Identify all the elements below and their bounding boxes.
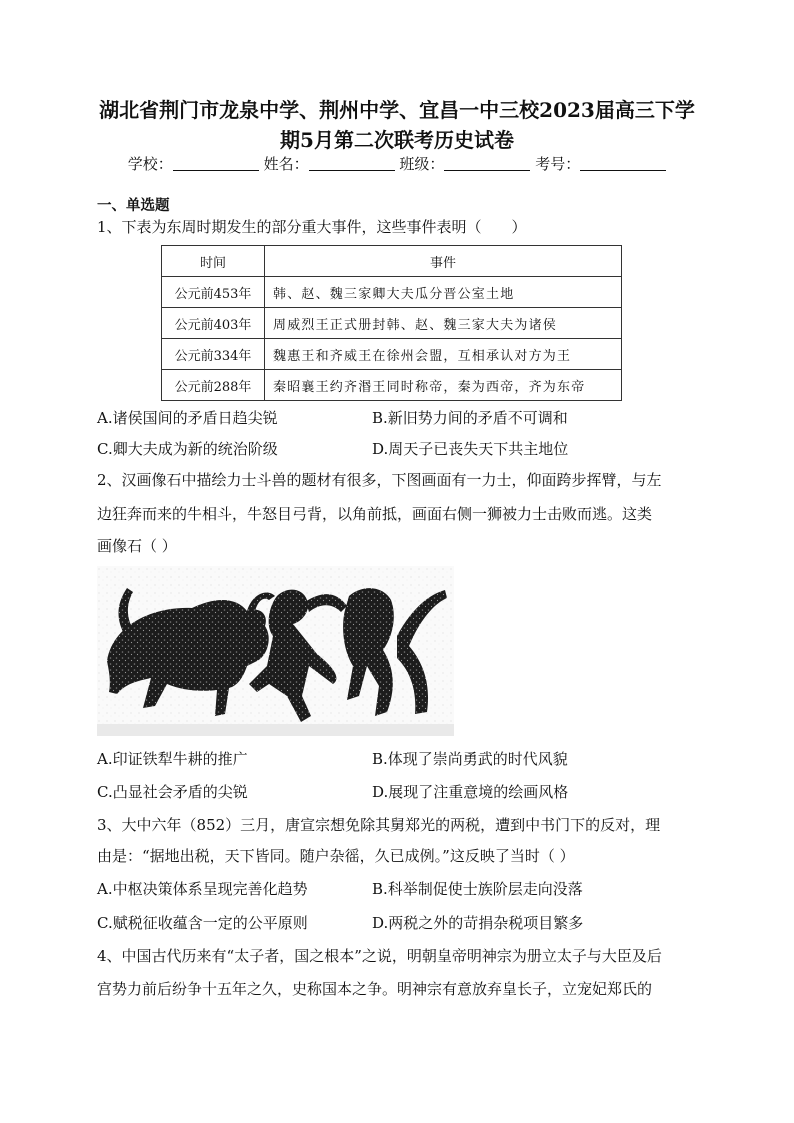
table-row bbox=[162, 339, 622, 370]
table-cell-year: 公元前334年 bbox=[162, 339, 265, 370]
table-row bbox=[162, 277, 622, 308]
section-heading: 一、单选题 bbox=[97, 197, 170, 214]
table-cell-year: 公元前403年 bbox=[162, 308, 265, 339]
q3-option-c[interactable]: C.赋税征收蕴含一定的公平原则 bbox=[97, 914, 308, 932]
q1-option-a[interactable]: A.诸侯国间的矛盾日趋尖锐 bbox=[97, 409, 278, 427]
class-field[interactable] bbox=[444, 156, 530, 171]
q3-stem-line1: 3、大中六年（852）三月，唐宣宗想免除其舅郑光的两税，遭到中书门下的反对，理 bbox=[97, 816, 661, 834]
han-stone-relief-image bbox=[97, 566, 454, 736]
exam-title-line2: 期5月第二次联考历史试卷 bbox=[280, 128, 514, 152]
name-label: 姓名： bbox=[263, 155, 309, 173]
q2-option-b[interactable]: B.体现了崇尚勇武的时代风貌 bbox=[372, 750, 568, 768]
table-cell-event: 韩、赵、魏三家卿大夫瓜分晋公室土地 bbox=[265, 277, 622, 308]
exam-title-line1: 湖北省荆门市龙泉中学、荆州中学、宜昌一中三校2023届高三下学 bbox=[99, 98, 695, 122]
q2-option-c[interactable]: C.凸显社会矛盾的尖锐 bbox=[97, 783, 248, 801]
table-cell-year: 公元前288年 bbox=[162, 370, 265, 401]
q1-option-c[interactable]: C.卿大夫成为新的统治阶级 bbox=[97, 440, 278, 458]
table-cell-event: 魏惠王和齐威王在徐州会盟，互相承认对方为王 bbox=[265, 339, 622, 370]
table-cell-event: 周威烈王正式册封韩、赵、魏三家大夫为诸侯 bbox=[265, 308, 622, 339]
q4-stem-line1: 4、中国古代历来有“太子者，国之根本”之说，明朝皇帝明神宗为册立太子与大臣及后 bbox=[97, 947, 662, 965]
q3-option-b[interactable]: B.科举制促使士族阶层走向没落 bbox=[372, 880, 583, 898]
table-header-event: 事件 bbox=[265, 246, 622, 277]
table-header-time: 时间 bbox=[162, 246, 265, 277]
q1-option-d[interactable]: D.周天子已丧失天下共主地位 bbox=[372, 440, 569, 458]
q2-option-a[interactable]: A.印证铁犁牛耕的推广 bbox=[97, 750, 248, 768]
q4-stem-line2: 宫势力前后纷争十五年之久，史称国本之争。明神宗有意放弃皇长子，立宠妃郑氏的 bbox=[97, 980, 653, 998]
q2-stem-line1: 2、汉画像石中描绘力士斗兽的题材有很多，下图画面有一力士，仰面跨步挥臂，与左 bbox=[97, 471, 662, 489]
q3-option-d[interactable]: D.两税之外的苛捐杂税项目繁多 bbox=[372, 914, 584, 932]
table-row bbox=[162, 370, 622, 401]
q1-stem: 1、下表为东周时期发生的部分重大事件，这些事件表明（ ） bbox=[97, 218, 527, 236]
student-info-row bbox=[0, 153, 794, 175]
table-cell-year: 公元前453年 bbox=[162, 277, 265, 308]
class-label: 班级： bbox=[399, 155, 445, 173]
table-cell-event: 秦昭襄王约齐湣王同时称帝，秦为西帝，齐为东帝 bbox=[265, 370, 622, 401]
q3-option-a[interactable]: A.中枢决策体系呈现完善化趋势 bbox=[97, 880, 308, 898]
q1-option-b[interactable]: B.新旧势力间的矛盾不可调和 bbox=[372, 409, 568, 427]
q3-stem-line2: 由是：“据地出税，天下皆同。随户杂徭，久已成例。”这反映了当时（ ） bbox=[97, 847, 575, 865]
q2-stem-line2: 边狂奔而来的牛相斗，牛怒目弓背，以角前抵，画面右侧一狮被力士击败而逃。这类 bbox=[97, 505, 653, 523]
number-field[interactable] bbox=[580, 156, 666, 171]
school-field[interactable] bbox=[173, 156, 259, 171]
events-table bbox=[161, 245, 622, 401]
school-label: 学校： bbox=[127, 155, 173, 173]
q2-stem-line3: 画像石（ ） bbox=[97, 537, 177, 555]
number-label: 考号： bbox=[535, 155, 581, 173]
table-header-row bbox=[162, 246, 622, 277]
table-row bbox=[162, 308, 622, 339]
q2-option-d[interactable]: D.展现了注重意境的绘画风格 bbox=[372, 783, 569, 801]
name-field[interactable] bbox=[309, 156, 395, 171]
